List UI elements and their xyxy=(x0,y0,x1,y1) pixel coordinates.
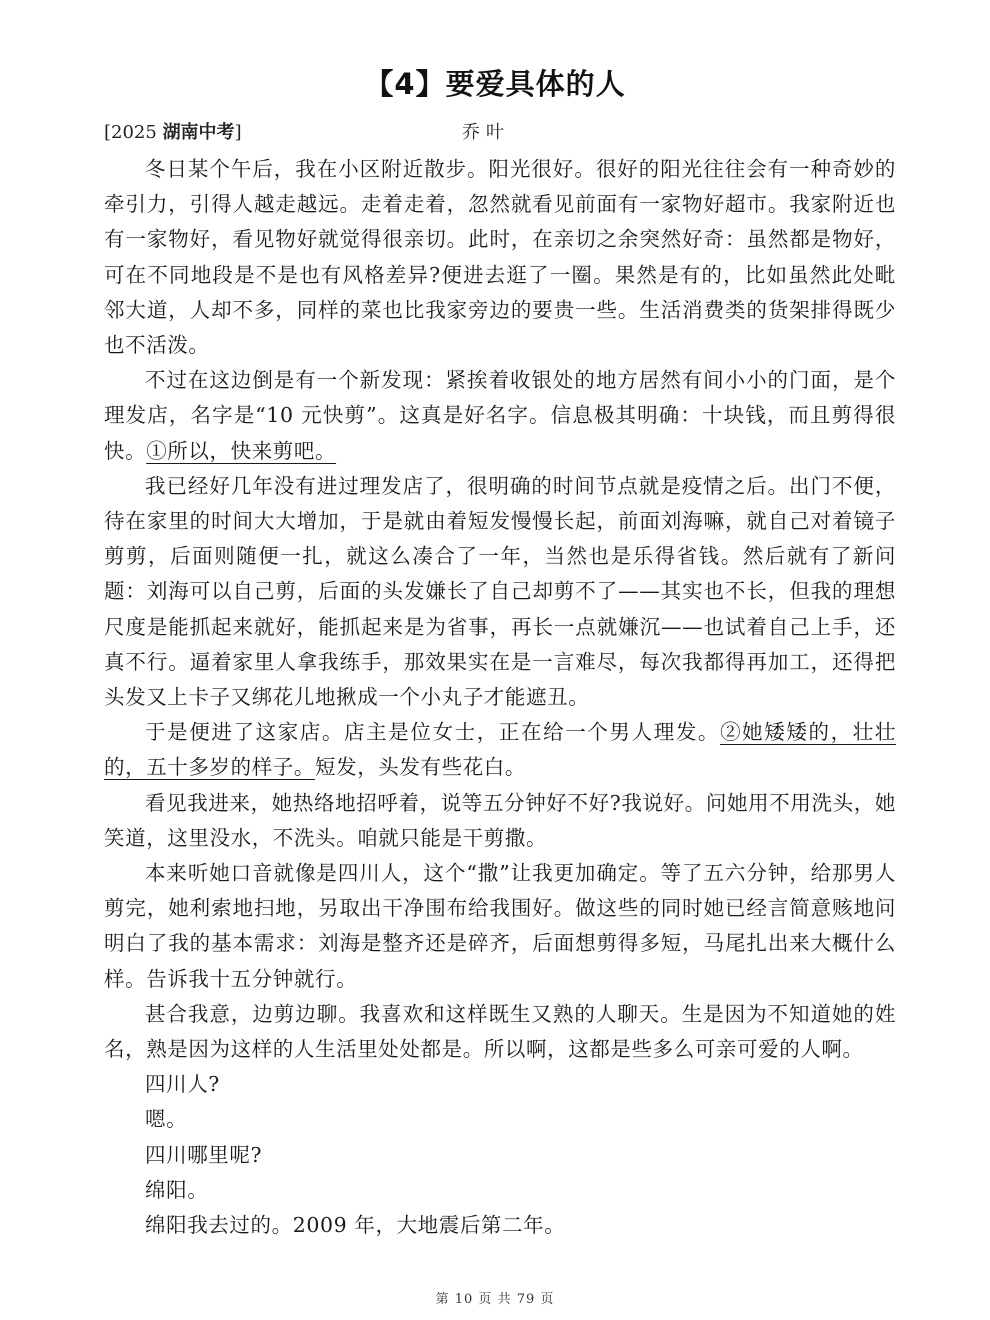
underlined-sentence-1: ①所以，快来剪吧。 xyxy=(146,438,337,463)
dialogue-line-1: 四川人? xyxy=(145,1072,220,1097)
paragraph-1: 冬日某个午后，我在小区附近散步。阳光很好。很好的阳光往往会有一种奇妙的牵引力，引得人越走越远。走着走着，忽然就看见前面有一家物好超市。我家附近也有一家物好，看见物好就觉得很亲切。此时，在亲切之余突然好奇：虽然都是物好，可在不同地段是不是也有风格差异?便进去逛了一圈。果然是有的，比如虽然此处毗邻大道，人却不多，同样的菜也比我家旁边的要贵一些。生活消费类的货架排得既少也不活泼。 xyxy=(104,157,896,358)
source-exam-name: 湖南中考 xyxy=(162,122,235,143)
article-title: 【4】要爱具体的人 xyxy=(364,67,626,101)
source-prefix: [2025 xyxy=(104,122,163,143)
paragraph-4-text: 于是便进了这家店。店主是位女士，正在给一个男人理发。 xyxy=(145,720,721,745)
paragraph-4 xyxy=(104,715,896,785)
article-author: 乔叶 xyxy=(462,122,510,143)
dialogue-line-3: 四川哪里呢? xyxy=(145,1142,263,1167)
paragraph-2-text: 不过在这边倒是有一个新发现：紧挨着收银处的地方居然有间小小的门面，是个理发店，名字是“10 元快剪”。这真是好名字。信息极其明确：十块钱，而且剪得很快。 xyxy=(104,368,896,463)
exam-source xyxy=(104,118,242,144)
paragraph-4-tail: 短发，头发有些花白。 xyxy=(315,755,526,780)
dialogue-line-4: 绵阳。 xyxy=(145,1177,209,1202)
paragraph-6: 本来听她口音就像是四川人，这个“撒”让我更加确定。等了五六分钟，给那男人剪完，她利索地扫地，另取出干净围布给我围好。做这些的同时她已经言简意赅地问明白了我的基本需求：刘海是整齐还是碎齐，后面想剪得多短，马尾扎出来大概什么样。告诉我十五分钟就行。 xyxy=(104,861,896,991)
paragraph-3: 我已经好几年没有进过理发店了，很明确的时间节点就是疫情之后。出门不便，待在家里的时间大大增加，于是就由着短发慢慢长起，前面刘海嘛，就自己对着镜子剪剪，后面则随便一扎，就这么凑合了一年，当然也是乐得省钱。然后就有了新问题：刘海可以自己剪，后面的头发嫌长了自己却剪不了——其实也不长，但我的理想尺度是能抓起来就好，能抓起来是为省事，再长一点就嫌沉——也试着自己上手，还真不行。逼着家里人拿我练手，那效果实在是一言难尽，每次我都得再加工，还得把头发又上卡子又绑花儿地揪成一个小丸子才能遮丑。 xyxy=(104,473,896,710)
article-body xyxy=(104,152,896,1243)
source-suffix: ] xyxy=(234,122,242,143)
page-number: 第 10 页 共 79 页 xyxy=(435,1292,555,1307)
paragraph-5: 看见我进来，她热络地招呼着，说等五分钟好不好?我说好。问她用不用洗头，她笑道，这里没水，不洗头。咱就只能是干剪撒。 xyxy=(104,790,896,850)
paragraph-7: 甚合我意，边剪边聊。我喜欢和这样既生又熟的人聊天。生是因为不知道她的姓名，熟是因为这样的人生活里处处都是。所以啊，这都是些多么可亲可爱的人啊。 xyxy=(104,1001,896,1062)
underlined-sentence-2: ②她矮矮的，壮壮的，五十多岁的样子。 xyxy=(104,720,896,780)
dialogue-line-5: 绵阳我去过的。2009 年，大地震后第二年。 xyxy=(145,1213,566,1238)
dialogue-line-2: 嗯。 xyxy=(145,1107,188,1132)
paragraph-2 xyxy=(104,363,896,469)
